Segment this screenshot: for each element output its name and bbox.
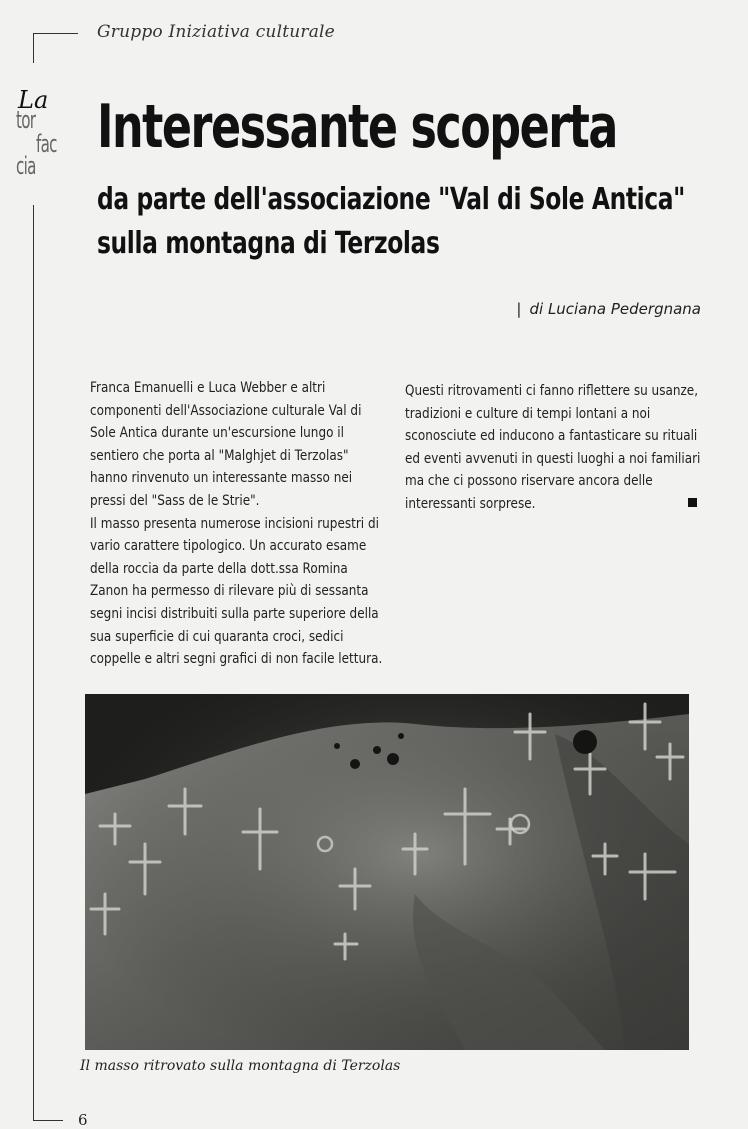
frame-top-vertical-line (33, 33, 34, 63)
logo-part-1: tor (16, 106, 36, 134)
column1-paragraph-1: Franca Emanuelli e Luca Webber e altri componenti dell'Associazione culturale Val di Sole Antica durante un'escursione lungo il sentiero che porta al "Malghjet di Terzolas" hanno rinvenuto un interessante masso nei pressi del "Sass de le Strie". (90, 380, 362, 509)
rock-engravings-photo (85, 694, 689, 1050)
article-subtitle (97, 178, 685, 266)
article-column-1 (90, 377, 382, 671)
frame-bottom-line (33, 1120, 63, 1121)
byline-author: di Luciana Pedergnana (529, 300, 701, 318)
magazine-logo (14, 86, 66, 186)
column2-paragraph-1: Questi ritrovamenti ci fanno riflettere su usanze, tradizioni e culture di tempi lontani a noi sconosciute ed inducono a fantasticare su rituali ed eventi avvenuti in questi luoghi a noi familiari ma che ci possono riservare ancora delle interessanti sorprese. (405, 383, 701, 512)
byline (516, 300, 701, 318)
article-end-mark (688, 498, 697, 507)
page-number: 6 (78, 1111, 88, 1129)
frame-top-horizontal-line (33, 33, 78, 34)
logo-la: La (18, 86, 49, 114)
frame-side-line (33, 205, 34, 1120)
byline-bar: | (516, 300, 522, 318)
subtitle-line-1: da parte dell'associazione "Val di Sole Antica" (97, 182, 685, 217)
article-column-2 (405, 380, 701, 516)
photo-caption: Il masso ritrovato sulla montagna di Terzolas (80, 1058, 401, 1074)
subtitle-line-2: sulla montagna di Terzolas (97, 226, 440, 261)
logo-part-2: fac (36, 130, 57, 158)
section-label: Gruppo Iniziativa culturale (97, 22, 335, 42)
article-title: Interessante scoperta (97, 92, 617, 162)
column1-paragraph-2: Il masso presenta numerose incisioni rupestri di vario carattere tipologico. Un accurato esame della roccia da parte della dott.ssa Romina Zanon ha permesso di rilevare più di sessanta segni incisi distribuiti sulla parte superiore della sua superficie di cui quaranta croci, sedici coppelle e altri segni grafici di non facile lettura. (90, 515, 383, 668)
logo-part-3: cia (16, 152, 36, 180)
